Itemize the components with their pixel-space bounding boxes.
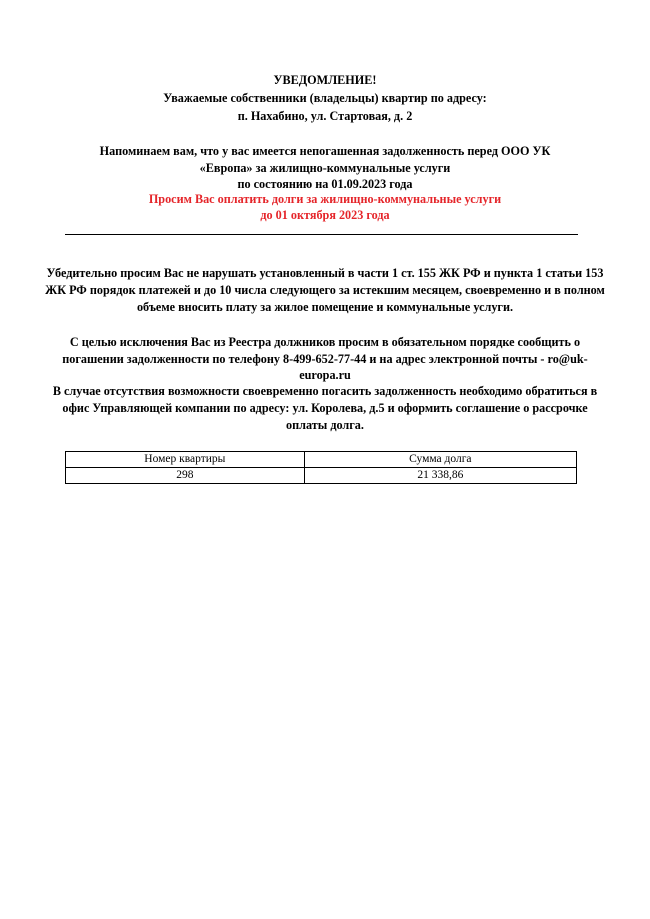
payment-request-line-1: Просим Вас оплатить долги за жилищно-коммунальные услуги <box>148 192 502 206</box>
reminder-line-2: «Европа» за жилищно-коммунальные услуги <box>199 161 451 175</box>
paragraph-1-line-3: объеме вносить плату за жилое помещение и коммунальные услуги. <box>136 300 514 314</box>
address-line-2: п. Нахабино, ул. Стартовая, д. 2 <box>237 109 413 123</box>
cell-debt-amount: 21 338,86 <box>304 468 576 484</box>
paragraph-2-line-1: С целью исключения Вас из Реестра должников просим в обязательном порядке сообщить о <box>69 335 581 349</box>
paragraph-2-line-2: погашении задолженности по телефону 8-499-652-77-44 и на адрес электронной почты - ro@uk- <box>62 352 588 366</box>
paragraph-2-line-3: europa.ru <box>299 368 351 382</box>
reminder-line-3: по состоянию на 01.09.2023 года <box>237 177 413 191</box>
cell-apartment-number: 298 <box>66 468 305 484</box>
divider <box>65 234 578 235</box>
debt-table <box>65 451 577 484</box>
header-apartment-number: Номер квартиры <box>66 452 305 468</box>
address-line-1: Уважаемые собственники (владельцы) квартир по адресу: <box>163 91 487 105</box>
table-header-row <box>66 452 577 468</box>
reminder-line-1: Напоминаем вам, что у вас имеется непогашенная задолженность перед ООО УК <box>99 144 551 158</box>
paragraph-1-line-1: Убедительно просим Вас не нарушать установленный в части 1 ст. 155 ЖК РФ и пункта 1 статьи 153 <box>46 266 604 280</box>
paragraph-3-line-2: офис Управляющей компании по адресу: ул. Королева, д.5 и оформить соглашение о рассрочке <box>62 401 588 415</box>
paragraph-3-line-3: оплаты долга. <box>286 418 364 432</box>
header-debt-amount: Сумма долга <box>304 452 576 468</box>
table-row <box>66 468 577 484</box>
payment-request-line-2: до 01 октября 2023 года <box>260 208 390 222</box>
notice-title: УВЕДОМЛЕНИЕ! <box>273 73 377 87</box>
paragraph-3-line-1: В случае отсутствия возможности своевременно погасить задолженность необходимо обратиться в <box>52 384 598 398</box>
paragraph-1-line-2: ЖК РФ порядок платежей и до 10 числа следующего за истекшим месяцем, своевременно и в полном <box>45 283 605 297</box>
